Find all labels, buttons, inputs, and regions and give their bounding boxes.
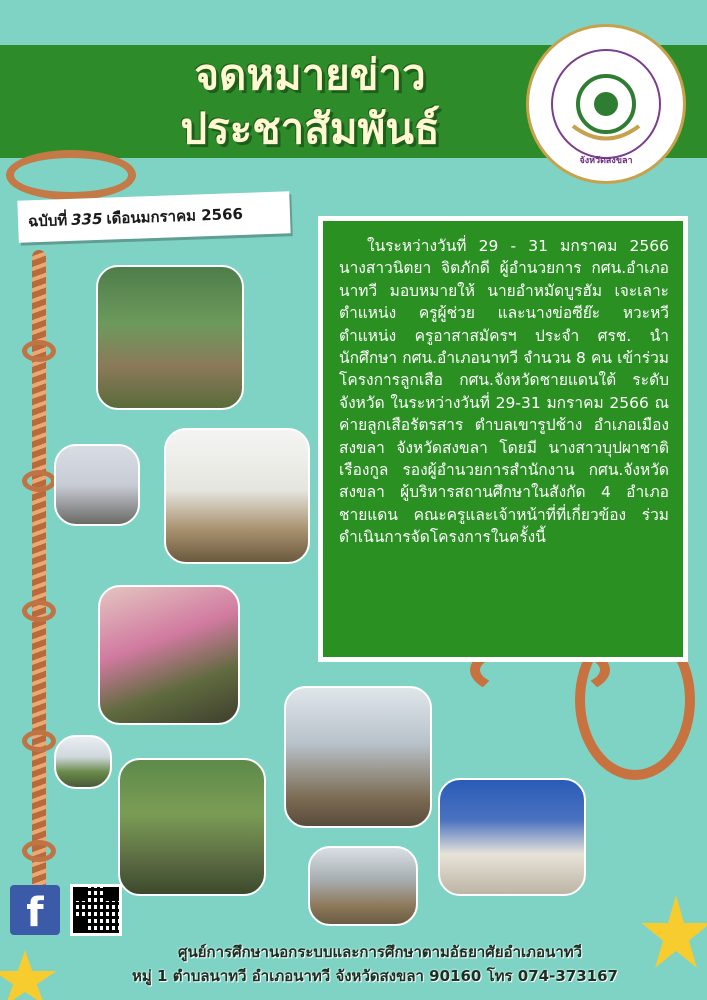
footer-organization: ศูนย์การศึกษานอกระบบและการศึกษาตามอัธยาศัยอำเภอนาทวี xyxy=(177,943,583,961)
organization-logo xyxy=(526,24,686,184)
qr-code-icon[interactable] xyxy=(70,884,122,936)
logo-caption: จังหวัดสงขลา xyxy=(579,156,633,166)
title-line-1: จดหมายข่าว xyxy=(194,50,426,99)
rope-knot xyxy=(22,600,56,622)
logo-emblem-icon xyxy=(551,49,661,159)
rope-knot xyxy=(22,840,56,862)
issue-month-year: เดือนมกราคม 2566 xyxy=(106,204,244,228)
photo-badge-ceremony xyxy=(98,585,240,725)
rope-knot-top xyxy=(6,150,136,200)
photo-scout-leaders xyxy=(96,265,244,410)
article-box xyxy=(318,216,688,662)
photo-seated-group xyxy=(308,846,418,926)
rope-knot xyxy=(22,730,56,752)
rope-knot xyxy=(22,470,56,492)
facebook-icon[interactable]: f xyxy=(10,885,60,935)
photo-hall-event xyxy=(438,778,586,896)
photo-small-group xyxy=(54,735,112,789)
rope-knot xyxy=(22,340,56,362)
footer-address: หมู่ 1 ตำบลนาทวี อำเภอนาทวี จังหวัดสงขลา 90160 โทร 074-373167 xyxy=(132,967,618,985)
article-text: ในระหว่างวันที่ 29 - 31 มกราคม 2566 นางสาวนิตยา จิตภักดี ผู้อำนวยการ กศน.อำเภอนาทวี มอบหมายให้ นายอำหมัดบูรฮัม เจะเลาะ ตำแหน่ง ครูผู้ช่วย และนางข่อซีย๊ะ หวะหวี ตำแหน่ง ครูอาสาสมัครฯ ประจำ ศรช. นำนักศึกษา กศน.อำเภอนาทวี จำนวน 8 คน เข้าร่วมโครงการลูกเสือ กศน.จังหวัดชายแดนใต้ ระดับจังหวัด ในระหว่างวันที่ 29-31 มกราคม 2566 ณ ค่ายลูกเสือรัตรสาร ตำบลเขารูปช้าง อำเภอเมืองสงขลา จังหวัดสงขลา โดยมี นางสาวบุปผาชาติ เรืองกูล รองผู้อำนวยการสำนักงาน กศน.จังหวัดสงขลา ผู้บริหารสถานศึกษาในสังกัด 4 อำเภอชายแดน คณะครูและเจ้าหน้าที่ที่เกี่ยวข้อง ร่วมดำเนินการจัดโครงการในครั้งนี้ xyxy=(339,237,669,547)
issue-label xyxy=(17,191,290,242)
photo-outdoor-activity xyxy=(118,758,266,896)
photo-teacher-student xyxy=(284,686,432,828)
title-line-2: ประชาสัมพันธ์ xyxy=(180,104,440,153)
issue-prefix: ฉบับที่ xyxy=(27,211,68,231)
photo-monument-group xyxy=(164,428,310,564)
newsletter-title xyxy=(110,48,510,156)
photo-indoor-group xyxy=(54,444,140,526)
issue-number: 335 xyxy=(70,209,103,229)
